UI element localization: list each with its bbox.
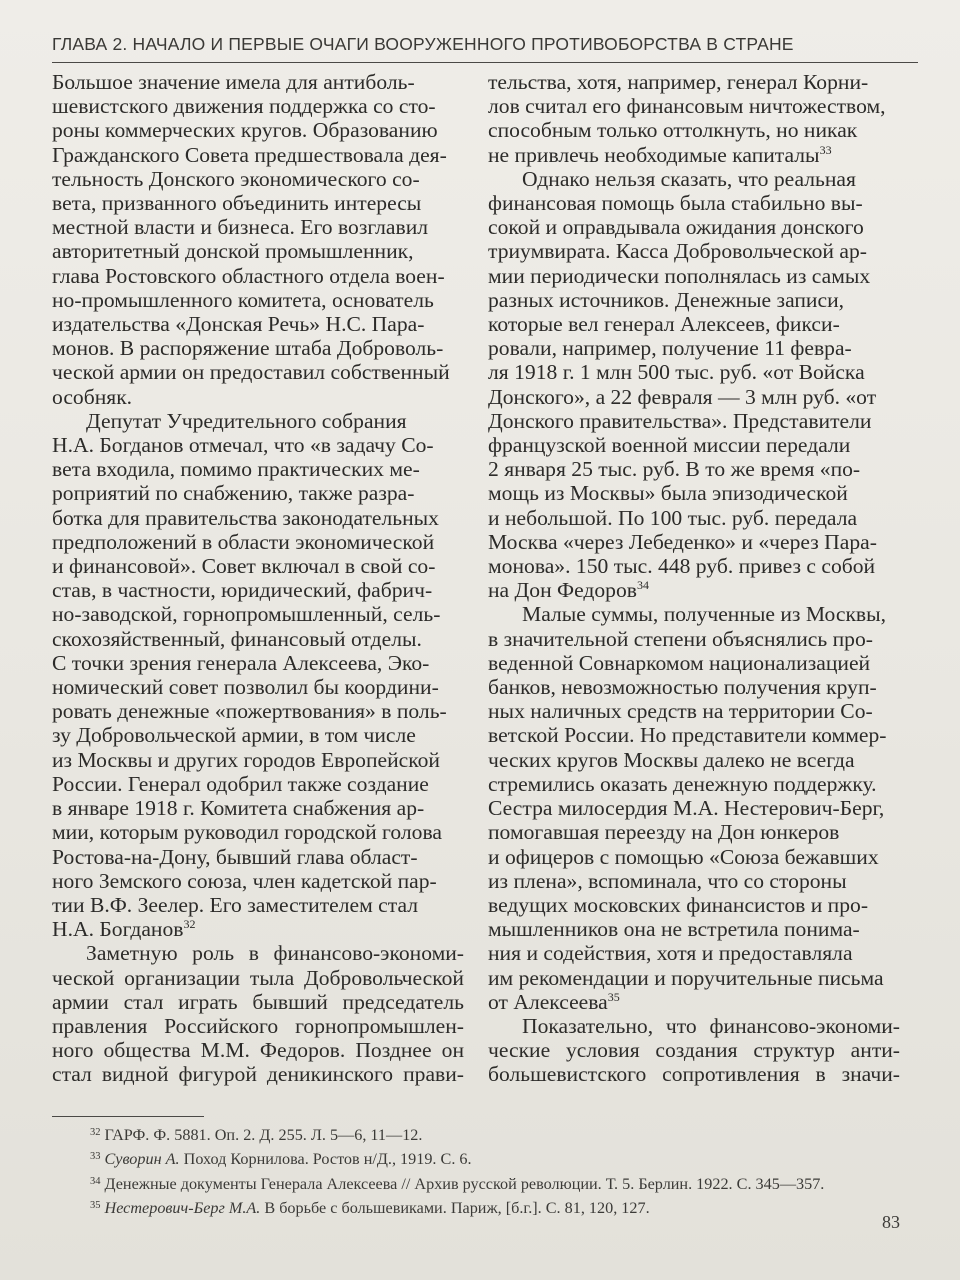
text-line: Однако нельзя сказать, что реальная — [522, 166, 856, 191]
text-line: но-промышленного комитета, основатель — [52, 287, 434, 312]
text-line: авторитетный донской промышленник, — [52, 239, 414, 264]
text-line: Ростова-на-Дону, бывший глава област- — [52, 844, 418, 869]
text-line: сокой и оправдывала ожидания донского — [488, 215, 864, 240]
text-line: в январе 1918 г. Комитета снабжения ар- — [52, 796, 425, 821]
text-line: Н.А. Богданов отмечал, что «в задачу Со- — [52, 433, 434, 458]
text-line: монов. В распоряжение штаба Доброволь- — [52, 336, 444, 361]
text-line: триумвирата. Касса Добровольческой ар- — [488, 239, 867, 264]
text-line: тельность Донского экономического со- — [52, 166, 420, 191]
text-line: особняк. — [52, 384, 133, 409]
text-line: из плена», вспоминала, что со стороны — [488, 868, 847, 893]
text-line: в значительной степени объяснялись про- — [488, 626, 873, 651]
text-line: Большое значение имела для антиболь- — [52, 70, 415, 94]
text-line: глава Ростовского областного отдела воен- — [52, 263, 445, 288]
text-line: армии стал играть бывший председатель — [52, 989, 464, 1014]
left-column — [52, 70, 464, 1087]
text-line: стал видной фигурой деникинского прави- — [52, 1062, 464, 1087]
paragraph — [488, 1014, 900, 1087]
text-line: ного Земского союза, член кадетской пар- — [52, 868, 437, 893]
text-line: Сестра милосердия М.А. Нестерович-Берг, — [488, 796, 885, 821]
text-line: Н.А. Богданов — [52, 917, 184, 942]
text-line: большевистского сопротивления в значи- — [488, 1062, 900, 1087]
text-line: помогавшая переезду на Дон юнкеров — [488, 820, 840, 845]
text-line: ных наличных средств на территории Со- — [488, 699, 873, 724]
text-line: правления Российского горнопромышлен- — [52, 1013, 464, 1038]
text-line: ровать денежные «пожертвования» в поль- — [52, 699, 447, 724]
text-line: номический совет позволил бы координи- — [52, 675, 439, 700]
text-line: от Алексеева — [488, 989, 608, 1014]
text-line: Показательно, что финансово-экономи- — [522, 1013, 900, 1038]
text-line: ветской России. Но представители коммер- — [488, 723, 887, 748]
paragraph — [488, 167, 900, 603]
text-line: веденной Совнаркомом национализацией — [488, 650, 871, 675]
text-line: вета входила, помимо практических ме- — [52, 457, 420, 482]
text-line: банков, невозможностью получения круп- — [488, 675, 877, 700]
text-line: ческих кругов Москвы далеко не всегда — [488, 747, 855, 772]
footnote-ref[interactable]: 35 — [607, 989, 620, 1004]
text-line: скохозяйственный, финансовый отделы. — [52, 626, 422, 651]
footnote: $^{34}$ Денежные документы Генерала Алексеева // Архив русской революции. Т. 5. Берлин. 1922. С. 345—357. — [90, 1174, 825, 1193]
text-line: которые вел генерал Алексеев, фикси- — [488, 312, 840, 337]
text-line: мышленников она не встретила понима- — [488, 917, 860, 942]
text-line: став, в частности, юридический, фабрич- — [52, 578, 433, 603]
text-line: 2 января 25 тыс. руб. В то же время «по- — [488, 457, 861, 482]
text-line: России. Генерал одобрил также создание — [52, 771, 429, 796]
text-line: и небольшой. По 100 тыс. руб. передала — [488, 505, 858, 530]
text-line: стремились оказать денежную поддержку. — [488, 771, 877, 796]
text-line: и офицеров с помощью «Союза бежавших — [488, 844, 879, 869]
text-line: мии, которым руководил городской голова — [52, 820, 442, 845]
text-line: ровали, например, получение 11 февра- — [488, 336, 852, 361]
text-line: лов считал его финансовым ничтожеством, — [488, 94, 886, 119]
footnote-rule — [52, 1116, 204, 1117]
text-line: и финансовой». Совет включал в свой со- — [52, 554, 436, 579]
text-line: мощь из Москвы» была эпизодической — [488, 481, 848, 506]
footnote: $^{33}$ Суворин А. Поход Корнилова. Ростов н/Д., 1919. С. 6. — [90, 1150, 472, 1169]
paragraph — [488, 70, 900, 167]
text-line: им рекомендации и поручительные письма — [488, 965, 884, 990]
text-line: мии периодически пополнялась из самых — [488, 263, 871, 288]
text-line: вета, призванного объединить интересы — [52, 191, 422, 216]
paragraph — [52, 70, 464, 409]
footnote: $^{32}$ ГАРФ. Ф. 5881. Оп. 2. Д. 255. Л. 5—6, 11—12. — [90, 1126, 423, 1144]
text-line: ведущих московских финансистов и про- — [488, 892, 869, 917]
text-line: разных источников. Денежные записи, — [488, 287, 845, 312]
text-line: ческой армии он предоставил собственный — [52, 360, 450, 385]
text-line: тельства, хотя, например, генерал Корни- — [488, 70, 869, 94]
text-line: издательства «Донская Речь» Н.С. Пара- — [52, 312, 425, 337]
footnote-ref[interactable]: 32 — [183, 917, 196, 932]
text-line: ботка для правительства законодательных — [52, 505, 439, 530]
text-line: но-заводской, горнопромышленный, сель- — [52, 602, 441, 627]
footnote-ref[interactable]: 34 — [636, 578, 649, 593]
text-line: Депутат Учредительного собрания — [86, 408, 407, 433]
text-line: местной власти и бизнеса. Его возглавил — [52, 215, 429, 240]
text-line: ческой организации тыла Добровольческой — [52, 965, 464, 990]
footnotes — [90, 1122, 920, 1220]
text-line: монова». 150 тыс. 448 руб. привез с собой — [488, 554, 876, 579]
text-line: предположений в области экономической — [52, 529, 435, 554]
text-line: роприятий по снабжению, также разра- — [52, 481, 415, 506]
text-line: зу Добровольческой армии, в том числе — [52, 723, 416, 748]
text-line: ного общества М.М. Федоров. Позднее он — [52, 1038, 464, 1063]
text-line: на Дон Федоров — [488, 578, 637, 603]
footnote: $^{35}$ Нестерович-Берг М.А. В борьбе с большевиками. Париж, [б.г.]. С. 81, 120, 127. — [90, 1199, 650, 1218]
paragraph — [52, 941, 464, 1086]
text-line: Малые суммы, полученные из Москвы, — [522, 602, 887, 627]
text-line: Москва «через Лебеденко» и «через Пара- — [488, 529, 877, 554]
text-line: ния и содействия, хотя и предоставляла — [488, 941, 853, 966]
right-column — [488, 70, 900, 1087]
header-rule — [52, 62, 918, 63]
text-line: ческие условия создания структур анти- — [488, 1038, 900, 1063]
text-line: финансовая помощь была стабильно вы- — [488, 191, 863, 216]
text-line: Гражданского Совета предшествовала дея- — [52, 142, 447, 167]
text-line: С точки зрения генерала Алексеева, Эко- — [52, 650, 430, 675]
page-number: 83 — [882, 1212, 900, 1232]
text-line: ля 1918 г. 1 млн 500 тыс. руб. «от Войска — [488, 360, 865, 385]
text-line: не привлечь необходимые капиталы — [488, 142, 820, 167]
paragraph — [488, 602, 900, 1013]
text-line: Заметную роль в финансово-экономи- — [86, 941, 464, 966]
text-line: тии В.Ф. Зеелер. Его заместителем стал — [52, 892, 419, 917]
text-line: французской военной миссии передали — [488, 433, 851, 458]
text-line: шевистского движения поддержка со сто- — [52, 94, 436, 119]
running-head: ГЛАВА 2. НАЧАЛО И ПЕРВЫЕ ОЧАГИ ВООРУЖЕННОГО ПРОТИВОБОРСТВА В СТРАНЕ — [52, 34, 794, 54]
footnote-ref[interactable]: 33 — [819, 142, 832, 157]
text-line: роны коммерческих кругов. Образованию — [52, 118, 438, 143]
text-line: из Москвы и других городов Европейской — [52, 747, 440, 772]
text-line: способным только оттолкнуть, но никак — [488, 118, 858, 143]
text-line: Донского правительства». Представители — [488, 408, 872, 433]
paragraph — [52, 409, 464, 941]
text-line: Донского», а 22 февраля — 3 млн руб. «от — [488, 384, 877, 409]
